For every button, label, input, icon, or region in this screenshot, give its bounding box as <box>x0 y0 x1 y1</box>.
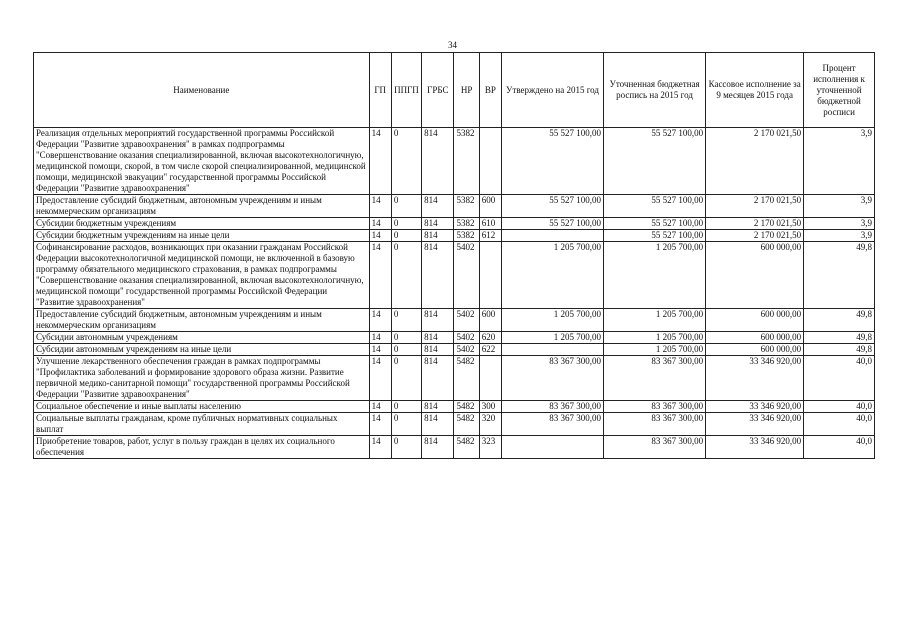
cell-refined: 1 205 700,00 <box>604 309 706 332</box>
cell-nr: 5402 <box>454 309 479 332</box>
column-header-name: Наименование <box>34 53 370 128</box>
column-header-nr: НР <box>454 53 479 128</box>
column-header-ppgp: ППГП <box>391 53 421 128</box>
cell-cash: 33 346 920,00 <box>706 436 804 459</box>
column-header-approved: Утверждено на 2015 год <box>501 53 603 128</box>
cell-name: Субсидии бюджетным учреждениям <box>34 218 370 230</box>
cell-refined: 83 367 300,00 <box>604 413 706 436</box>
cell-name: Предоставление субсидий бюджетным, автономным учреждениям и иным некоммерческим организациям <box>34 309 370 332</box>
column-header-refined: Уточненная бюджетная роспись на 2015 год <box>604 53 706 128</box>
column-header-cash: Кассовое исполнение за 9 месяцев 2015 года <box>706 53 804 128</box>
table-row <box>34 344 875 356</box>
cell-grbs: 814 <box>422 332 454 344</box>
cell-refined: 55 527 100,00 <box>604 128 706 195</box>
cell-approved <box>501 230 603 242</box>
column-header-gp: ГП <box>369 53 391 128</box>
cell-gp: 14 <box>369 332 391 344</box>
cell-ppgp: 0 <box>391 332 421 344</box>
cell-vr: 612 <box>479 230 501 242</box>
cell-cash: 2 170 021,50 <box>706 128 804 195</box>
cell-ppgp: 0 <box>391 242 421 309</box>
column-header-grbs: ГРБС <box>422 53 454 128</box>
cell-name: Улучшение лекарственного обеспечения граждан в рамках подпрограммы "Профилактика заболеваний и формирование здорового образа жизни. Развитие первичной медико-санитарной помощи" государственной программы Российской Федерации "Развитие здравоохранения" <box>34 356 370 401</box>
table-row <box>34 218 875 230</box>
cell-vr <box>479 242 501 309</box>
cell-ppgp: 0 <box>391 128 421 195</box>
cell-name: Субсидии автономным учреждениям <box>34 332 370 344</box>
cell-grbs: 814 <box>422 401 454 413</box>
cell-grbs: 814 <box>422 344 454 356</box>
table-row <box>34 195 875 218</box>
cell-nr: 5402 <box>454 344 479 356</box>
cell-vr: 600 <box>479 309 501 332</box>
cell-approved: 1 205 700,00 <box>501 332 603 344</box>
table-header-row <box>34 53 875 128</box>
cell-cash: 2 170 021,50 <box>706 218 804 230</box>
cell-cash: 600 000,00 <box>706 344 804 356</box>
cell-nr: 5402 <box>454 242 479 309</box>
cell-percent: 40,0 <box>804 436 875 459</box>
cell-gp: 14 <box>369 218 391 230</box>
cell-vr: 323 <box>479 436 501 459</box>
cell-name: Приобретение товаров, работ, услуг в пользу граждан в целях их социального обеспечения <box>34 436 370 459</box>
cell-refined: 55 527 100,00 <box>604 218 706 230</box>
cell-gp: 14 <box>369 356 391 401</box>
cell-nr: 5482 <box>454 413 479 436</box>
cell-gp: 14 <box>369 309 391 332</box>
cell-grbs: 814 <box>422 356 454 401</box>
cell-grbs: 814 <box>422 230 454 242</box>
cell-name: Социальное обеспечение и иные выплаты населению <box>34 401 370 413</box>
cell-name: Субсидии автономным учреждениям на иные цели <box>34 344 370 356</box>
cell-gp: 14 <box>369 242 391 309</box>
cell-vr: 320 <box>479 413 501 436</box>
cell-approved: 55 527 100,00 <box>501 195 603 218</box>
cell-nr: 5382 <box>454 218 479 230</box>
cell-nr: 5402 <box>454 332 479 344</box>
cell-ppgp: 0 <box>391 309 421 332</box>
cell-grbs: 814 <box>422 242 454 309</box>
cell-ppgp: 0 <box>391 218 421 230</box>
cell-vr: 620 <box>479 332 501 344</box>
cell-gp: 14 <box>369 436 391 459</box>
cell-refined: 55 527 100,00 <box>604 195 706 218</box>
cell-cash: 2 170 021,50 <box>706 230 804 242</box>
cell-ppgp: 0 <box>391 413 421 436</box>
cell-percent: 40,0 <box>804 356 875 401</box>
cell-cash: 33 346 920,00 <box>706 356 804 401</box>
cell-vr <box>479 356 501 401</box>
cell-grbs: 814 <box>422 128 454 195</box>
cell-percent: 40,0 <box>804 413 875 436</box>
cell-approved <box>501 436 603 459</box>
table-row <box>34 413 875 436</box>
table-row <box>34 309 875 332</box>
page-number: 34 <box>448 40 457 50</box>
cell-refined: 55 527 100,00 <box>604 230 706 242</box>
cell-approved: 83 367 300,00 <box>501 413 603 436</box>
cell-vr: 300 <box>479 401 501 413</box>
cell-nr: 5482 <box>454 436 479 459</box>
cell-gp: 14 <box>369 230 391 242</box>
table-row <box>34 242 875 309</box>
cell-cash: 33 346 920,00 <box>706 401 804 413</box>
cell-vr: 610 <box>479 218 501 230</box>
cell-percent: 40,0 <box>804 401 875 413</box>
cell-percent: 3,9 <box>804 230 875 242</box>
cell-vr <box>479 128 501 195</box>
cell-approved: 83 367 300,00 <box>501 401 603 413</box>
table-row <box>34 332 875 344</box>
budget-table <box>33 52 875 459</box>
cell-approved: 1 205 700,00 <box>501 242 603 309</box>
cell-name: Реализация отдельных мероприятий государственной программы Российской Федерации "Развитие здравоохранения" в рамках подпрограммы "Совершенствование оказания специализированной, включая высокотехнологичную, медицинской помощи, скорой, в том числе скорой специализированной, медицинской помощи, медицинской эвакуации" государственной программы Российской Федерации "Развитие здравоохранения" <box>34 128 370 195</box>
cell-refined: 1 205 700,00 <box>604 332 706 344</box>
cell-vr: 600 <box>479 195 501 218</box>
cell-cash: 600 000,00 <box>706 332 804 344</box>
cell-refined: 83 367 300,00 <box>604 356 706 401</box>
cell-name: Субсидии бюджетным учреждениям на иные цели <box>34 230 370 242</box>
cell-gp: 14 <box>369 195 391 218</box>
cell-cash: 2 170 021,50 <box>706 195 804 218</box>
cell-grbs: 814 <box>422 413 454 436</box>
cell-ppgp: 0 <box>391 356 421 401</box>
cell-gp: 14 <box>369 128 391 195</box>
cell-refined: 1 205 700,00 <box>604 344 706 356</box>
table-row <box>34 230 875 242</box>
column-header-percent: Процент исполнения к уточненной бюджетной росписи <box>804 53 875 128</box>
cell-cash: 600 000,00 <box>706 242 804 309</box>
cell-name: Предоставление субсидий бюджетным, автономным учреждениям и иным некоммерческим организациям <box>34 195 370 218</box>
cell-grbs: 814 <box>422 218 454 230</box>
cell-percent: 49,8 <box>804 242 875 309</box>
cell-cash: 33 346 920,00 <box>706 413 804 436</box>
cell-nr: 5482 <box>454 401 479 413</box>
cell-nr: 5382 <box>454 195 479 218</box>
cell-vr: 622 <box>479 344 501 356</box>
cell-nr: 5482 <box>454 356 479 401</box>
column-header-vr: ВР <box>479 53 501 128</box>
cell-ppgp: 0 <box>391 195 421 218</box>
cell-refined: 1 205 700,00 <box>604 242 706 309</box>
cell-percent: 49,8 <box>804 344 875 356</box>
cell-percent: 49,8 <box>804 309 875 332</box>
cell-ppgp: 0 <box>391 230 421 242</box>
cell-refined: 83 367 300,00 <box>604 436 706 459</box>
cell-approved: 83 367 300,00 <box>501 356 603 401</box>
cell-refined: 83 367 300,00 <box>604 401 706 413</box>
cell-name: Софинансирование расходов, возникающих при оказании гражданам Российской Федерации высокотехнологичной медицинской помощи, не включенной в базовую программу обязательного медицинского страхования, в рамках подпрограммы "Совершенствование оказания специализированной, включая высокотехнологичную, медицинской помощи" государственной программы Российской Федерации "Развитие здравоохранения" <box>34 242 370 309</box>
cell-cash: 600 000,00 <box>706 309 804 332</box>
cell-approved: 55 527 100,00 <box>501 128 603 195</box>
cell-ppgp: 0 <box>391 344 421 356</box>
table-row <box>34 356 875 401</box>
cell-grbs: 814 <box>422 195 454 218</box>
cell-percent: 3,9 <box>804 128 875 195</box>
cell-grbs: 814 <box>422 309 454 332</box>
cell-gp: 14 <box>369 344 391 356</box>
cell-gp: 14 <box>369 401 391 413</box>
table-row <box>34 128 875 195</box>
cell-approved <box>501 344 603 356</box>
cell-ppgp: 0 <box>391 401 421 413</box>
cell-percent: 49,8 <box>804 332 875 344</box>
cell-name: Социальные выплаты гражданам, кроме публичных нормативных социальных выплат <box>34 413 370 436</box>
cell-grbs: 814 <box>422 436 454 459</box>
cell-nr: 5382 <box>454 230 479 242</box>
cell-ppgp: 0 <box>391 436 421 459</box>
cell-gp: 14 <box>369 413 391 436</box>
cell-nr: 5382 <box>454 128 479 195</box>
cell-percent: 3,9 <box>804 218 875 230</box>
table-row <box>34 436 875 459</box>
cell-percent: 3,9 <box>804 195 875 218</box>
cell-approved: 55 527 100,00 <box>501 218 603 230</box>
cell-approved: 1 205 700,00 <box>501 309 603 332</box>
table-row <box>34 401 875 413</box>
